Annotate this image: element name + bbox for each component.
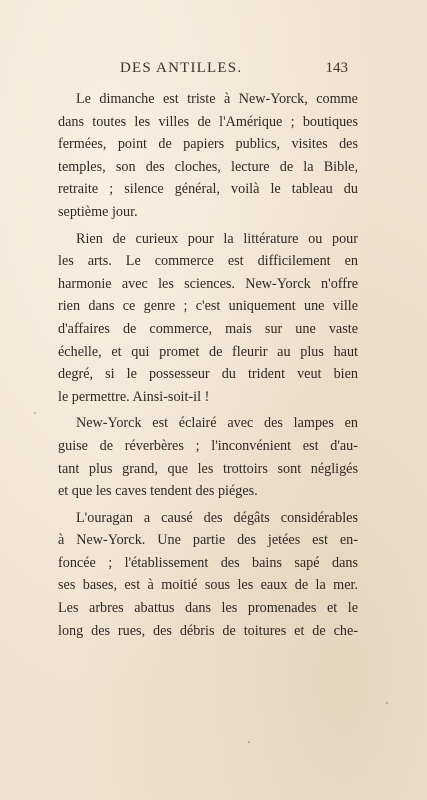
text-line: le permettre. Ainsi-soit-il !	[58, 388, 210, 405]
text-line: Le dimanche est triste à New-Yorck, comme	[76, 91, 358, 107]
body-text	[58, 88, 358, 646]
text-line: New-Yorck est éclairé avec des lampes en	[76, 415, 358, 432]
running-title: DES ANTILLES.	[120, 60, 243, 76]
text-line: fermées, point de papiers publics, visites des	[58, 136, 358, 153]
text-line: septième jour.	[58, 203, 138, 220]
page-header	[58, 60, 348, 84]
paragraph-sunday	[58, 88, 358, 224]
paper-speck	[34, 412, 36, 414]
text-line: retraite ; silence général, voilà le tableau du	[58, 181, 358, 198]
text-line: les arts. Le commerce est difficilement en	[58, 253, 358, 270]
text-line: foncée ; l'établissement des bains sapé dans	[58, 554, 358, 571]
text-line: Rien de curieux pour la littérature ou pour	[76, 230, 358, 247]
text-line: guise de réverbères ; l'inconvénient est d'au-	[58, 437, 358, 454]
text-line: et que les caves tendent des piéges.	[58, 483, 258, 500]
paragraph-arts	[58, 228, 358, 409]
paragraph-hurricane	[58, 507, 358, 643]
paragraph-lamps	[58, 412, 358, 502]
text-line: temples, son des cloches, lecture de la Bible,	[58, 158, 358, 175]
page-number: 143	[325, 60, 348, 76]
paper-speck	[248, 741, 250, 743]
text-line: degré, si le possesseur du trident veut bien	[58, 366, 358, 383]
text-line: dans toutes les villes de l'Amérique ; boutiques	[58, 113, 358, 130]
text-line: rien dans ce genre ; c'est uniquement une ville	[58, 298, 358, 315]
text-line: tant plus grand, que les trottoirs sont négligés	[58, 460, 358, 477]
paper-speck	[386, 702, 388, 704]
text-line: à New-Yorck. Une partie des jetées est en-	[58, 532, 358, 549]
text-line: d'affaires de commerce, mais sur une vaste	[58, 320, 358, 337]
text-line: harmonie avec les sciences. New-Yorck n'offre	[58, 275, 358, 292]
text-line: L'ouragan a causé des dégâts considérables	[76, 509, 358, 526]
text-line: échelle, et qui promet de fleurir au plus haut	[58, 343, 358, 360]
text-line: ses bases, est à moitié sous les eaux de la mer.	[58, 577, 358, 594]
text-line: long des rues, des débris de toitures et de che-	[58, 622, 358, 639]
text-line: Les arbres abattus dans les promenades et le	[58, 600, 358, 617]
